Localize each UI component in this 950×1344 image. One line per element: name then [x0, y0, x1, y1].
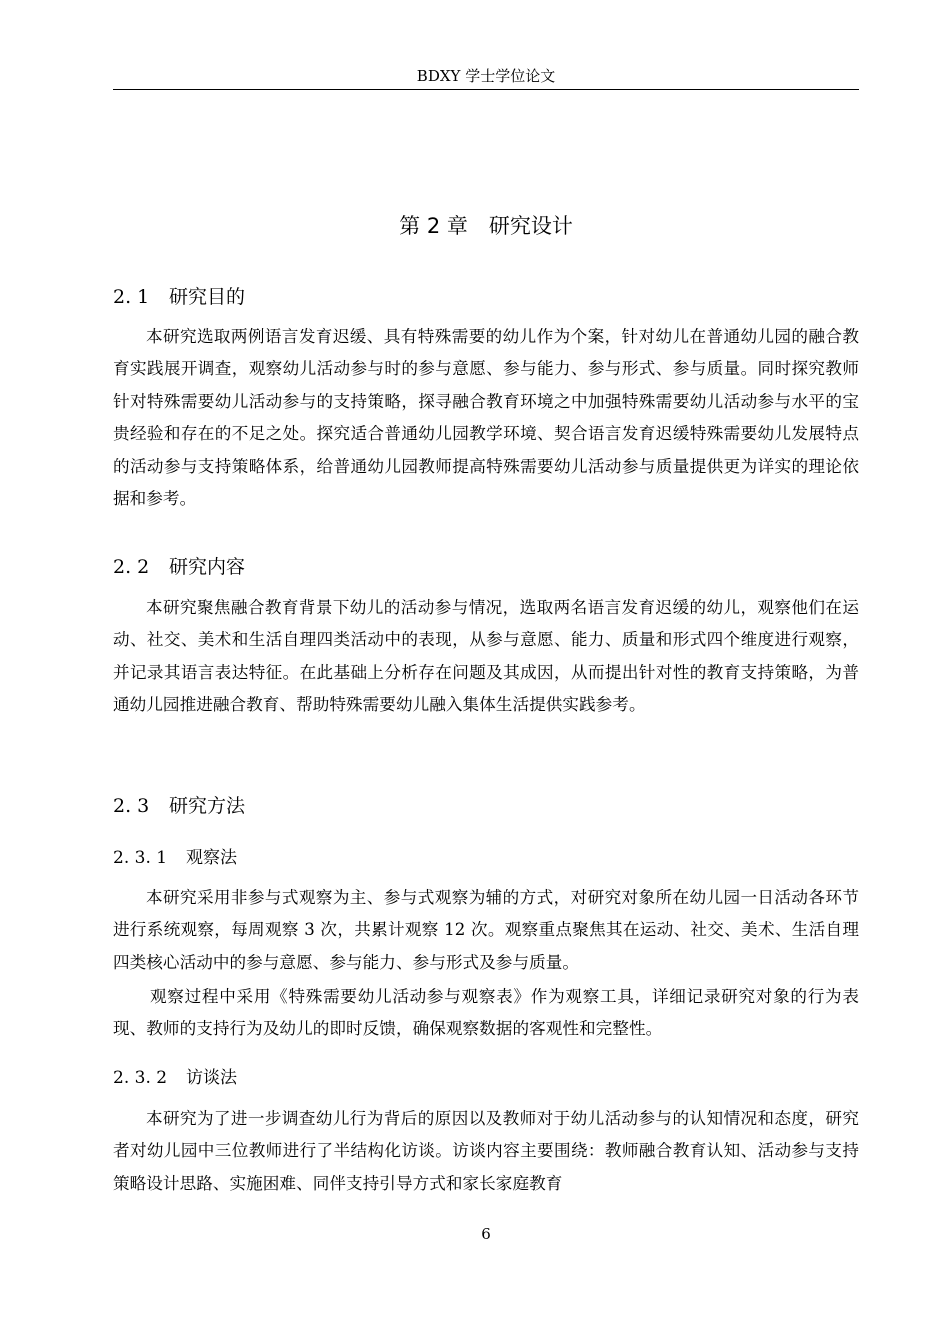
chapter-title: 第 2 章 研究设计: [399, 214, 573, 238]
section-title: 研究方法: [169, 795, 246, 817]
section-title: 研究目的: [169, 286, 246, 308]
section-heading-2-3: [113, 793, 245, 819]
section-heading-2-2: [113, 554, 245, 580]
section-number: 2. 1: [113, 286, 150, 308]
subsection-title: 观察法: [186, 848, 237, 868]
section-title: 研究内容: [169, 556, 246, 578]
subsection-heading-2-3-1: [113, 846, 237, 870]
subsection-number: 2. 3. 2: [113, 1068, 168, 1088]
running-header: BDXY 学士学位论文: [416, 67, 556, 85]
paragraph-research-content: 本研究聚焦融合教育背景下幼儿的活动参与情况，选取两名语言发育迟缓的幼儿，观察他们在运动、社交、美术和生活自理四类活动中的表现，从参与意愿、能力、质量和形式四个维度进行观察，并记录其语言表达特征。在此基础上分析存在问题及其成因，从而提出针对性的教育支持策略，为普通幼儿园推进融合教育、帮助特殊需要幼儿融入集体生活提供实践参考。: [113, 598, 859, 715]
paragraph-research-purpose: 本研究选取两例语言发育迟缓、具有特殊需要的幼儿作为个案，针对幼儿在普通幼儿园的融合教育实践展开调查，观察幼儿活动参与时的参与意愿、参与能力、参与形式、参与质量。同时探究教师针对特殊需要幼儿活动参与的支持策略，探寻融合教育环境之中加强特殊需要幼儿活动参与水平的宝贵经验和存在的不足之处。探究适合普通幼儿园教学环境、契合语言发育迟缓特殊需要幼儿发展特点的活动参与支持策略体系，给普通幼儿园教师提高特殊需要幼儿活动参与质量提供更为详实的理论依据和参考。: [113, 327, 859, 509]
section-number: 2. 2: [113, 556, 150, 578]
paragraph-observation-method: 本研究采用非参与式观察为主、参与式观察为辅的方式，对研究对象所在幼儿园一日活动各环节进行系统观察，每周观察 3 次，共累计观察 12 次。观察重点聚焦其在运动、社交、美术、生活自理四类核心活动中的参与意愿、参与能力、参与形式及参与质量。: [113, 888, 859, 972]
section-number: 2. 3: [113, 795, 150, 817]
subsection-title: 访谈法: [186, 1068, 237, 1088]
paragraph-observation-tool: 观察过程中采用《特殊需要幼儿活动参与观察表》作为观察工具，详细记录研究对象的行为表现、教师的支持行为及幼儿的即时反馈，确保观察数据的客观性和完整性。: [113, 987, 859, 1039]
page-number: 6: [481, 1225, 491, 1243]
subsection-heading-2-3-2: [113, 1066, 237, 1090]
section-heading-2-1: [113, 284, 245, 310]
paragraph-interview-method: 本研究为了进一步调查幼儿行为背后的原因以及教师对于幼儿活动参与的认知情况和态度，研究者对幼儿园中三位教师进行了半结构化访谈。访谈内容主要围绕：教师融合教育认知、活动参与支持策略设计思路、实施困难、同伴支持引导方式和家长家庭教育: [113, 1109, 859, 1193]
header-rule: [113, 89, 859, 90]
subsection-number: 2. 3. 1: [113, 848, 168, 868]
